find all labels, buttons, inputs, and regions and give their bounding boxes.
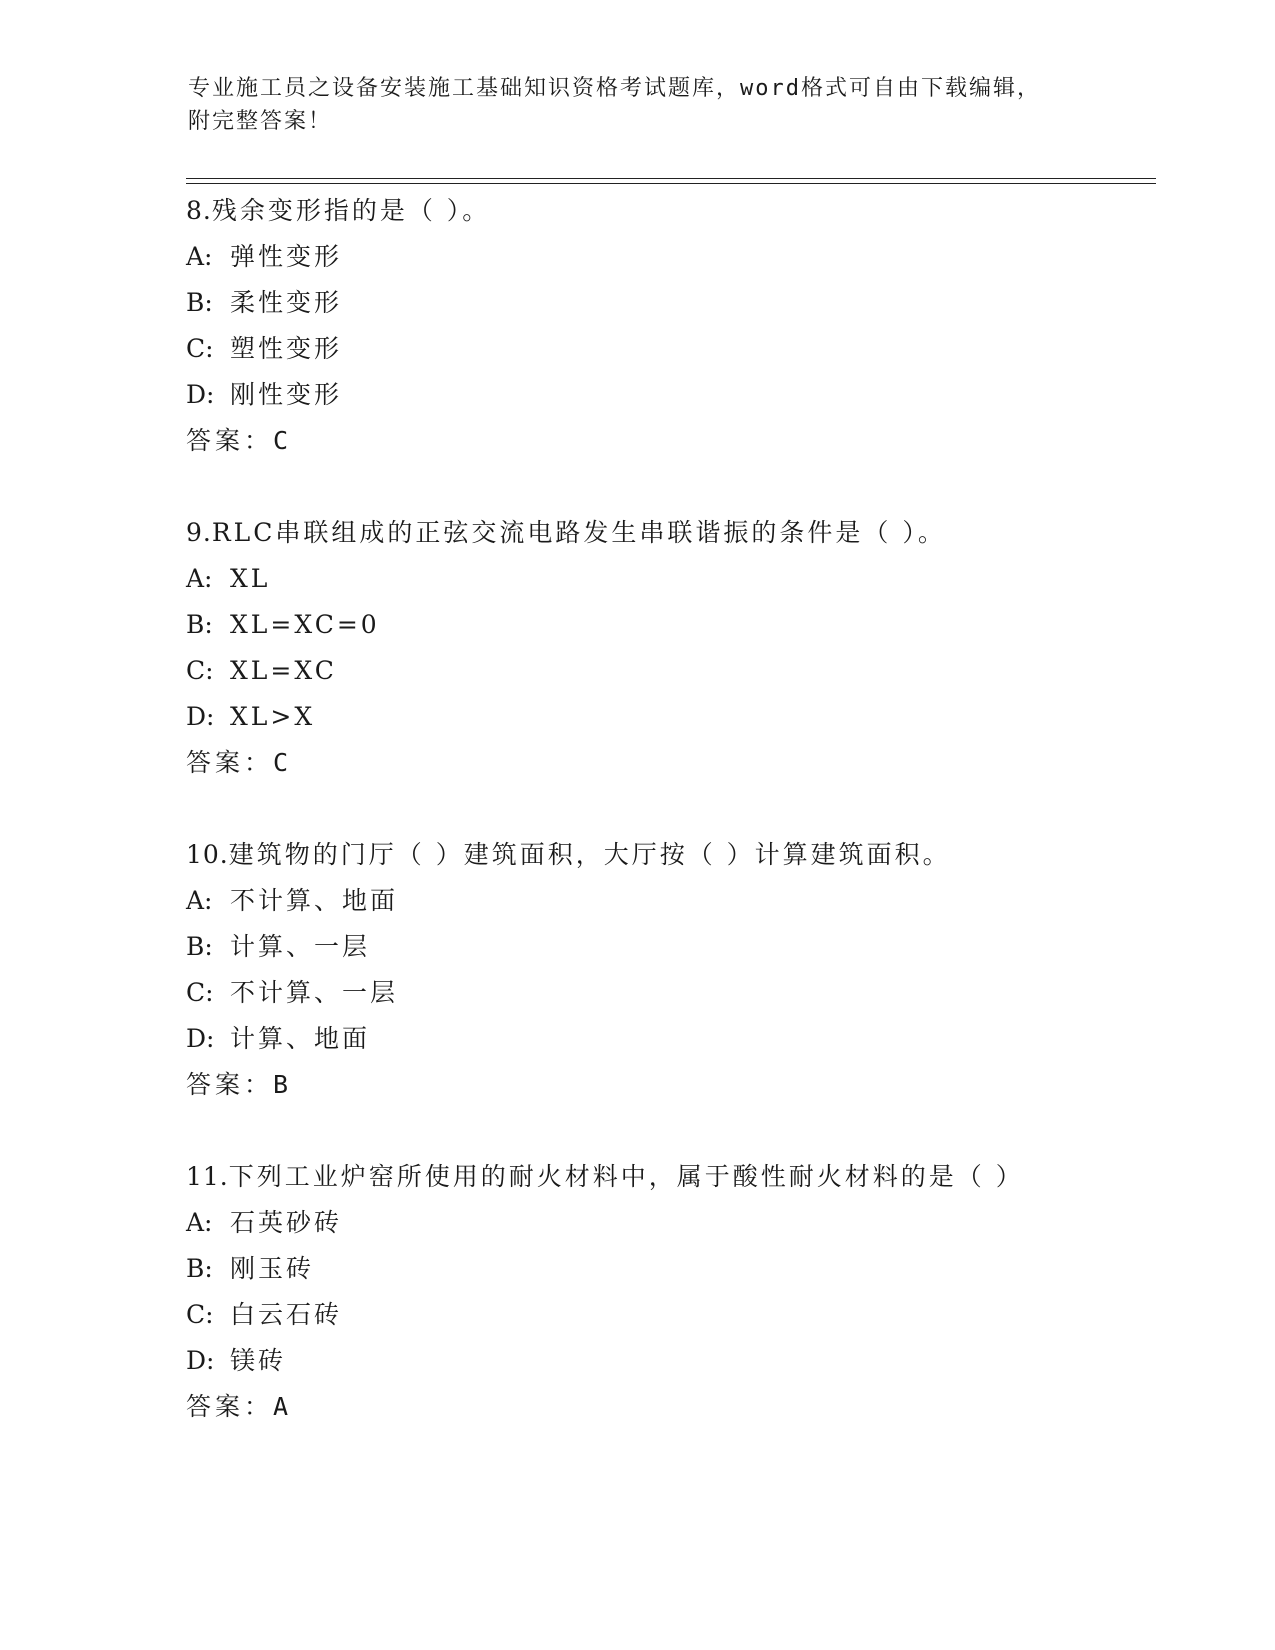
option-c xyxy=(186,326,1166,372)
question-list xyxy=(186,188,1166,1476)
option-letter: B: xyxy=(186,288,213,317)
option-letter: C: xyxy=(186,1300,214,1329)
option-a xyxy=(186,556,1166,602)
option-letter: C: xyxy=(186,656,214,685)
answer-line xyxy=(186,418,1166,464)
question-stem xyxy=(186,1154,1166,1200)
question-stem xyxy=(186,188,1166,234)
answer-label: 答案： xyxy=(186,748,274,777)
option-text: 镁砖 xyxy=(230,1346,287,1375)
option-letter: B: xyxy=(186,1254,213,1283)
document-header xyxy=(188,72,1068,138)
option-text: XL=XC xyxy=(230,656,337,685)
question-number: 11. xyxy=(186,1162,229,1191)
header-divider-bottom xyxy=(186,183,1156,184)
question-text: 下列工业炉窑所使用的耐火材料中，属于酸性耐火材料的是（ ） xyxy=(228,1162,1024,1191)
option-text: 塑性变形 xyxy=(230,334,343,363)
answer-value: B xyxy=(273,1070,289,1099)
answer-line xyxy=(186,1062,1166,1108)
option-letter: D: xyxy=(186,380,215,409)
question-text: 建筑物的门厅（ ）建筑面积，大厅按（ ）计算建筑面积。 xyxy=(228,840,951,869)
answer-line xyxy=(186,740,1166,786)
answer-line xyxy=(186,1384,1166,1430)
option-text: 弹性变形 xyxy=(230,242,343,271)
option-c xyxy=(186,1292,1166,1338)
header-line-1: 专业施工员之设备安装施工基础知识资格考试题库，word格式可自由下载编辑， xyxy=(188,76,1041,101)
option-b xyxy=(186,1246,1166,1292)
option-b xyxy=(186,924,1166,970)
option-text: XL xyxy=(230,564,271,593)
answer-value: C xyxy=(273,748,289,777)
option-a xyxy=(186,878,1166,924)
answer-label: 答案： xyxy=(186,426,274,455)
question-number: 10. xyxy=(186,840,229,869)
header-divider-top xyxy=(186,178,1156,179)
option-c xyxy=(186,648,1166,694)
question-9 xyxy=(186,510,1166,786)
question-text: 残余变形指的是（ ）。 xyxy=(211,196,491,225)
option-text: 白云石砖 xyxy=(230,1300,343,1329)
question-number: 9. xyxy=(186,518,212,547)
option-letter: D: xyxy=(186,1346,215,1375)
question-stem xyxy=(186,510,1166,556)
option-letter: A: xyxy=(186,1208,213,1237)
option-letter: D: xyxy=(186,1024,215,1053)
header-line-2: 附完整答案！ xyxy=(188,109,333,134)
option-text: 刚性变形 xyxy=(230,380,343,409)
option-d xyxy=(186,694,1166,740)
option-a xyxy=(186,234,1166,280)
option-letter: A: xyxy=(186,564,213,593)
option-text: XL=XC=0 xyxy=(230,610,380,639)
option-letter: C: xyxy=(186,334,214,363)
option-text: XL>X xyxy=(230,702,316,731)
question-10 xyxy=(186,832,1166,1108)
answer-value: C xyxy=(273,426,289,455)
option-d xyxy=(186,1338,1166,1384)
option-letter: B: xyxy=(186,932,213,961)
option-b xyxy=(186,602,1166,648)
option-letter: D: xyxy=(186,702,215,731)
option-letter: A: xyxy=(186,886,213,915)
option-text: 不计算、地面 xyxy=(230,886,399,915)
question-11 xyxy=(186,1154,1166,1430)
option-b xyxy=(186,280,1166,326)
option-a xyxy=(186,1200,1166,1246)
answer-value: A xyxy=(273,1392,289,1421)
option-d xyxy=(186,1016,1166,1062)
option-letter: C: xyxy=(186,978,214,1007)
option-letter: B: xyxy=(186,610,213,639)
question-stem xyxy=(186,832,1166,878)
answer-label: 答案： xyxy=(186,1070,274,1099)
option-text: 不计算、一层 xyxy=(230,978,399,1007)
option-letter: A: xyxy=(186,242,213,271)
option-text: 柔性变形 xyxy=(230,288,343,317)
answer-label: 答案： xyxy=(186,1392,274,1421)
option-d xyxy=(186,372,1166,418)
question-text: RLC串联组成的正弦交流电路发生串联谐振的条件是（ ）。 xyxy=(211,518,946,547)
option-text: 石英砂砖 xyxy=(230,1208,343,1237)
option-text: 计算、一层 xyxy=(230,932,371,961)
question-number: 8. xyxy=(186,196,212,225)
option-text: 计算、地面 xyxy=(230,1024,371,1053)
option-c xyxy=(186,970,1166,1016)
option-text: 刚玉砖 xyxy=(230,1254,315,1283)
question-8 xyxy=(186,188,1166,464)
